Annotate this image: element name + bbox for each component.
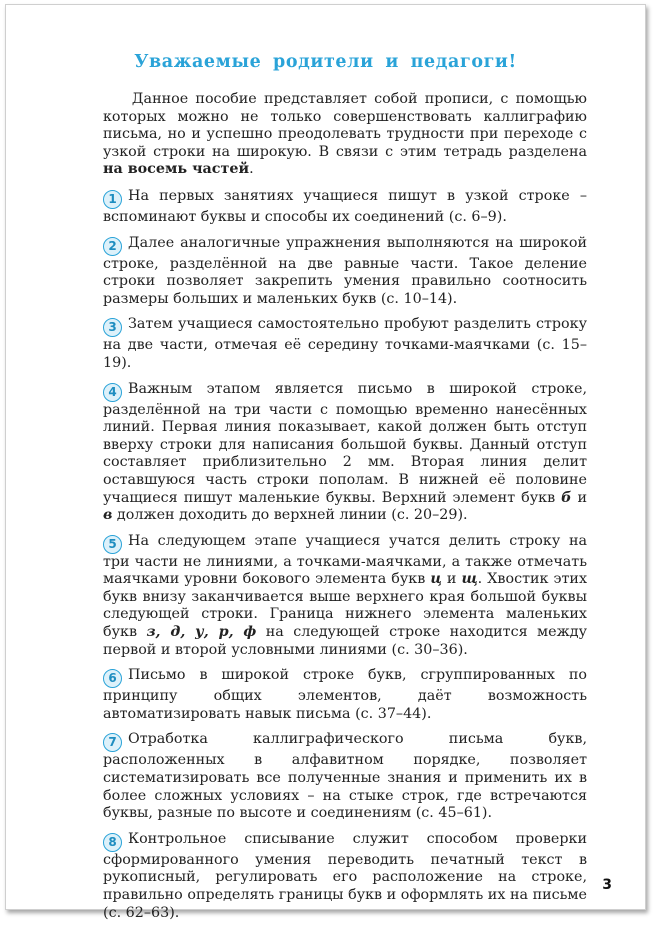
section-text: Отработка каллиграфического письма букв, расположенных в алфавитном порядке, позволяет систематизировать все полученные знания и применить их в более сложных условиях – на стыке строк, где встречаются буквы, разные по высоте и соединениям (с. 45–61).	[103, 731, 587, 822]
section-paragraph-8	[103, 831, 587, 922]
section-text: Затем учащиеся самостоятельно пробуют разделить строку на две части, отмечая её середину точками-маячками (с. 15–19).	[103, 316, 587, 371]
section-number-badge: 8	[103, 833, 122, 852]
section-paragraph-2	[103, 235, 587, 309]
section-text-part: и	[441, 571, 462, 588]
section-text: Далее аналогичные упражнения выполняются на широкой строке, разделённой на две равные части. Такое деление строки позволяет закрепить умения правильно соотносить размеры больших и маленьких букв (с. 10–14).	[103, 234, 587, 307]
section-number-badge: 1	[103, 190, 122, 209]
section-number-badge: 7	[103, 733, 122, 752]
section-text-part: . Хвостик этих букв внизу заканчивается выше верхнего края большой буквы следующей строки. Граница нижнего элемента маленьких букв	[103, 571, 588, 641]
intro-end: .	[249, 161, 254, 178]
section-text-part: должен доходить до верхней линии (с. 20–29).	[112, 507, 468, 524]
section-number-badge: 4	[103, 383, 122, 402]
section-number-badge: 3	[103, 318, 122, 337]
page-title: Уважаемые родители и педагоги!	[134, 52, 517, 72]
section-text: На первых занятиях учащиеся пишут в узкой строке – вспоминают буквы и способы их соединений (с. 6–9).	[103, 187, 587, 225]
intro-paragraph	[103, 91, 587, 179]
page-number: 3	[602, 877, 612, 893]
section-text: Контрольное списывание служит способом проверки сформированного умения переводить печатный текст в рукописный, регулировать его расположение на строке, правильно определять границы букв и оформлять их на письме (с. 62–63).	[103, 830, 587, 921]
section-paragraph-7	[103, 731, 587, 822]
section-number-badge: 2	[103, 237, 122, 256]
document-page	[5, 4, 646, 921]
letter-highlight: в	[103, 507, 113, 524]
intro-bold-text: на восемь частей	[103, 161, 250, 178]
section-text-part: На следующем этапе учащиеся учатся делить строку на три части не линиями, а точками-маячками, а также отмечать маячками уровни бокового элемента букв	[103, 532, 587, 588]
section-text-part: на следующей строке находится между первой и второй условными линиями (с. 30–36).	[103, 624, 587, 658]
section-text-part: и	[571, 489, 588, 506]
letter-highlight: щ	[461, 571, 478, 588]
section-number-badge: 5	[103, 535, 122, 554]
section-paragraph-6	[103, 667, 587, 723]
letter-highlight: ц	[430, 571, 442, 588]
section-paragraph-1	[103, 188, 587, 227]
section-paragraph-3	[103, 316, 587, 372]
section-text-part: Важным этапом является письмо в широкой строке, разделённой на три части с помощью временно нанесённых линий. Первая линия показывает, какой должен быть отступ вверху строки для написания большой буквы. Данный отступ составляет приблизительно 2 мм. Вторая линия делит оставшуюся часть строки пополам. В нижней её половине учащиеся пишут маленькие буквы. Верхний элемент букв	[103, 380, 587, 506]
letter-highlight: б	[561, 489, 572, 506]
letters-highlight: з, д, у, р, ф	[146, 624, 257, 641]
section-paragraph-4	[103, 381, 587, 525]
intro-text: Данное пособие представляет собой прописи, с помощью которых можно не только совершенствовать каллиграфию письма, но и успешно преодолевать трудности при переходе с узкой строки на широкую. В связи с этим тетрадь разделена	[103, 91, 587, 160]
section-number-badge: 6	[103, 669, 122, 688]
content-body	[103, 91, 587, 930]
section-text: Письмо в широкой строке букв, сгруппированных по принципу общих элементов, даёт возможность автоматизировать навык письма (с. 37–44).	[103, 667, 587, 722]
section-paragraph-5	[103, 533, 587, 660]
